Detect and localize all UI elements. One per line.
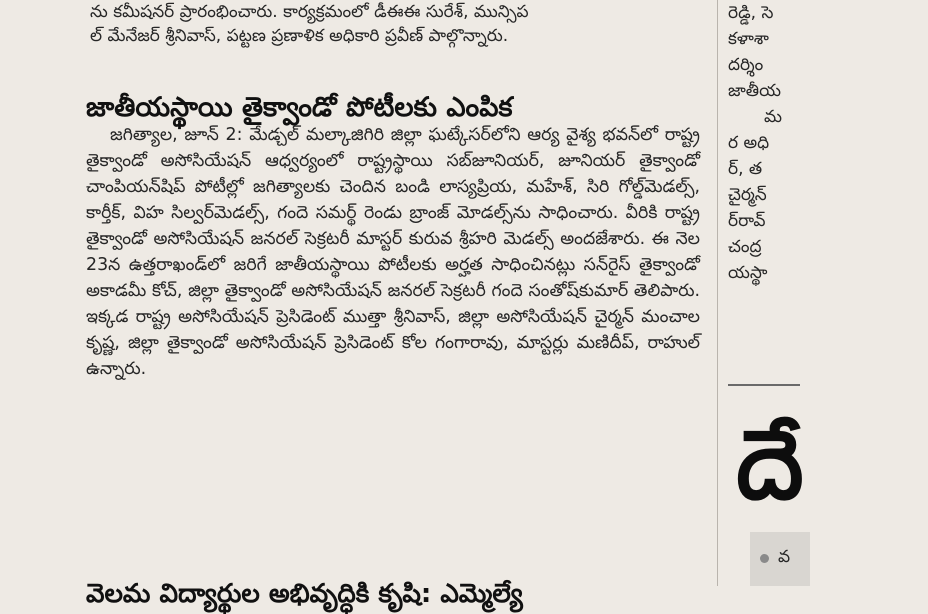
column-divider bbox=[717, 0, 718, 586]
text-line: ర్, త bbox=[728, 159, 763, 179]
bullet-icon bbox=[760, 554, 769, 563]
article-paragraph: జగిత్యాల, జూన్ 2: మేడ్చల్ మల్కాజిగిరి జిల్లా ఘట్కేసర్‌లోని ఆర్య వైశ్య భవన్‌లో రాష్ట్ర తైక్వాండో అసోసియేషన్ ఆధ్వర్యంలో రాష్ట్రస్థాయి సబ్‌జూనియర్, జూనియర్ తైక్వాండో చాంపియన్‌షిప్ పోటీల్లో జగిత్యాలకు చెందిన బండి లాస్యప్రియ, మహేశ్, సిరి గోల్డ్‌మెడల్స్, కార్తీక్, విహ సిల్వర్‌మెడల్స్, గందె సమర్థ్ రెండు బ్రాంజ్ మోడల్స్‌ను సాధించారు. వీరికి రాష్ట్ర తైక్వాండో అసోసియేషన్ జనరల్ సెక్రటరీ మాస్టర్ కురువ శ్రీహరి మెడల్స్ అందజేశారు. ఈ నెల 23న ఉత్తరాఖండ్‌లో జరిగే జాతీయస్థాయి పోటీలకు అర్హత సాధించినట్లు సన్‌రైస్ తైక్వాండో అకాడమీ కోచ్, జిల్లా తైక్వాండో అసోసియేషన్ జనరల్ సెక్రటరీ గందె సంతోష్‌కుమార్ తెలిపారు. ఇక్కడ రాష్ట్ర అసోసియేషన్ ప్రెసిడెంట్ ముత్తా శ్రీనివాస్, జిల్లా అసోసియేషన్ చైర్మన్ మంచాల కృష్ణ, జిల్లా తైక్వాండో అసోసియేషన్ ప్రెసిడెంట్ కోల గంగారావు, మాస్టర్లు మణిదీప్, రాహుల్ ఉన్నారు. bbox=[86, 125, 700, 379]
text-line: మ bbox=[764, 107, 782, 127]
side-article-text bbox=[728, 0, 928, 286]
text-line: కళాశా bbox=[728, 29, 769, 49]
previous-article-tail bbox=[90, 0, 700, 48]
side-highlight-box bbox=[750, 532, 810, 586]
article-headline: జాతీయస్థాయి తైక్వాండో పోటీలకు ఎంపిక bbox=[86, 92, 513, 124]
text-line: ర్‌రావ్ bbox=[728, 211, 766, 231]
text-line: దర్శిం bbox=[728, 55, 764, 75]
side-column bbox=[728, 0, 804, 586]
side-big-headline: దే bbox=[736, 409, 804, 521]
highlight-text: వ bbox=[778, 547, 791, 567]
text-line: ల్ మేనేజర్ శ్రీనివాస్, పట్టణ ప్రణాళిక అధికారి ప్రవీణ్ పాల్గొన్నారు. bbox=[90, 26, 509, 46]
text-line: ను కమీషనర్ ప్రారంభించారు. కార్యక్రమంలో డీఈఈ సురేశ్, మున్సిప bbox=[90, 2, 529, 22]
text-line: జాతీయ bbox=[728, 81, 781, 101]
text-line: చంద్ర bbox=[728, 237, 762, 257]
text-line: యస్థా bbox=[728, 263, 768, 283]
text-line: ర అధి bbox=[728, 133, 770, 153]
section-divider bbox=[728, 384, 800, 386]
text-line: చైర్మన్ bbox=[728, 185, 767, 205]
article-body bbox=[86, 122, 700, 382]
text-line: రెడ్డి, సె bbox=[728, 3, 774, 23]
next-article-headline: వెలమ విద్యార్థుల అభివృద్ధికి కృషి: ఎమ్మెల్యే bbox=[86, 578, 523, 609]
